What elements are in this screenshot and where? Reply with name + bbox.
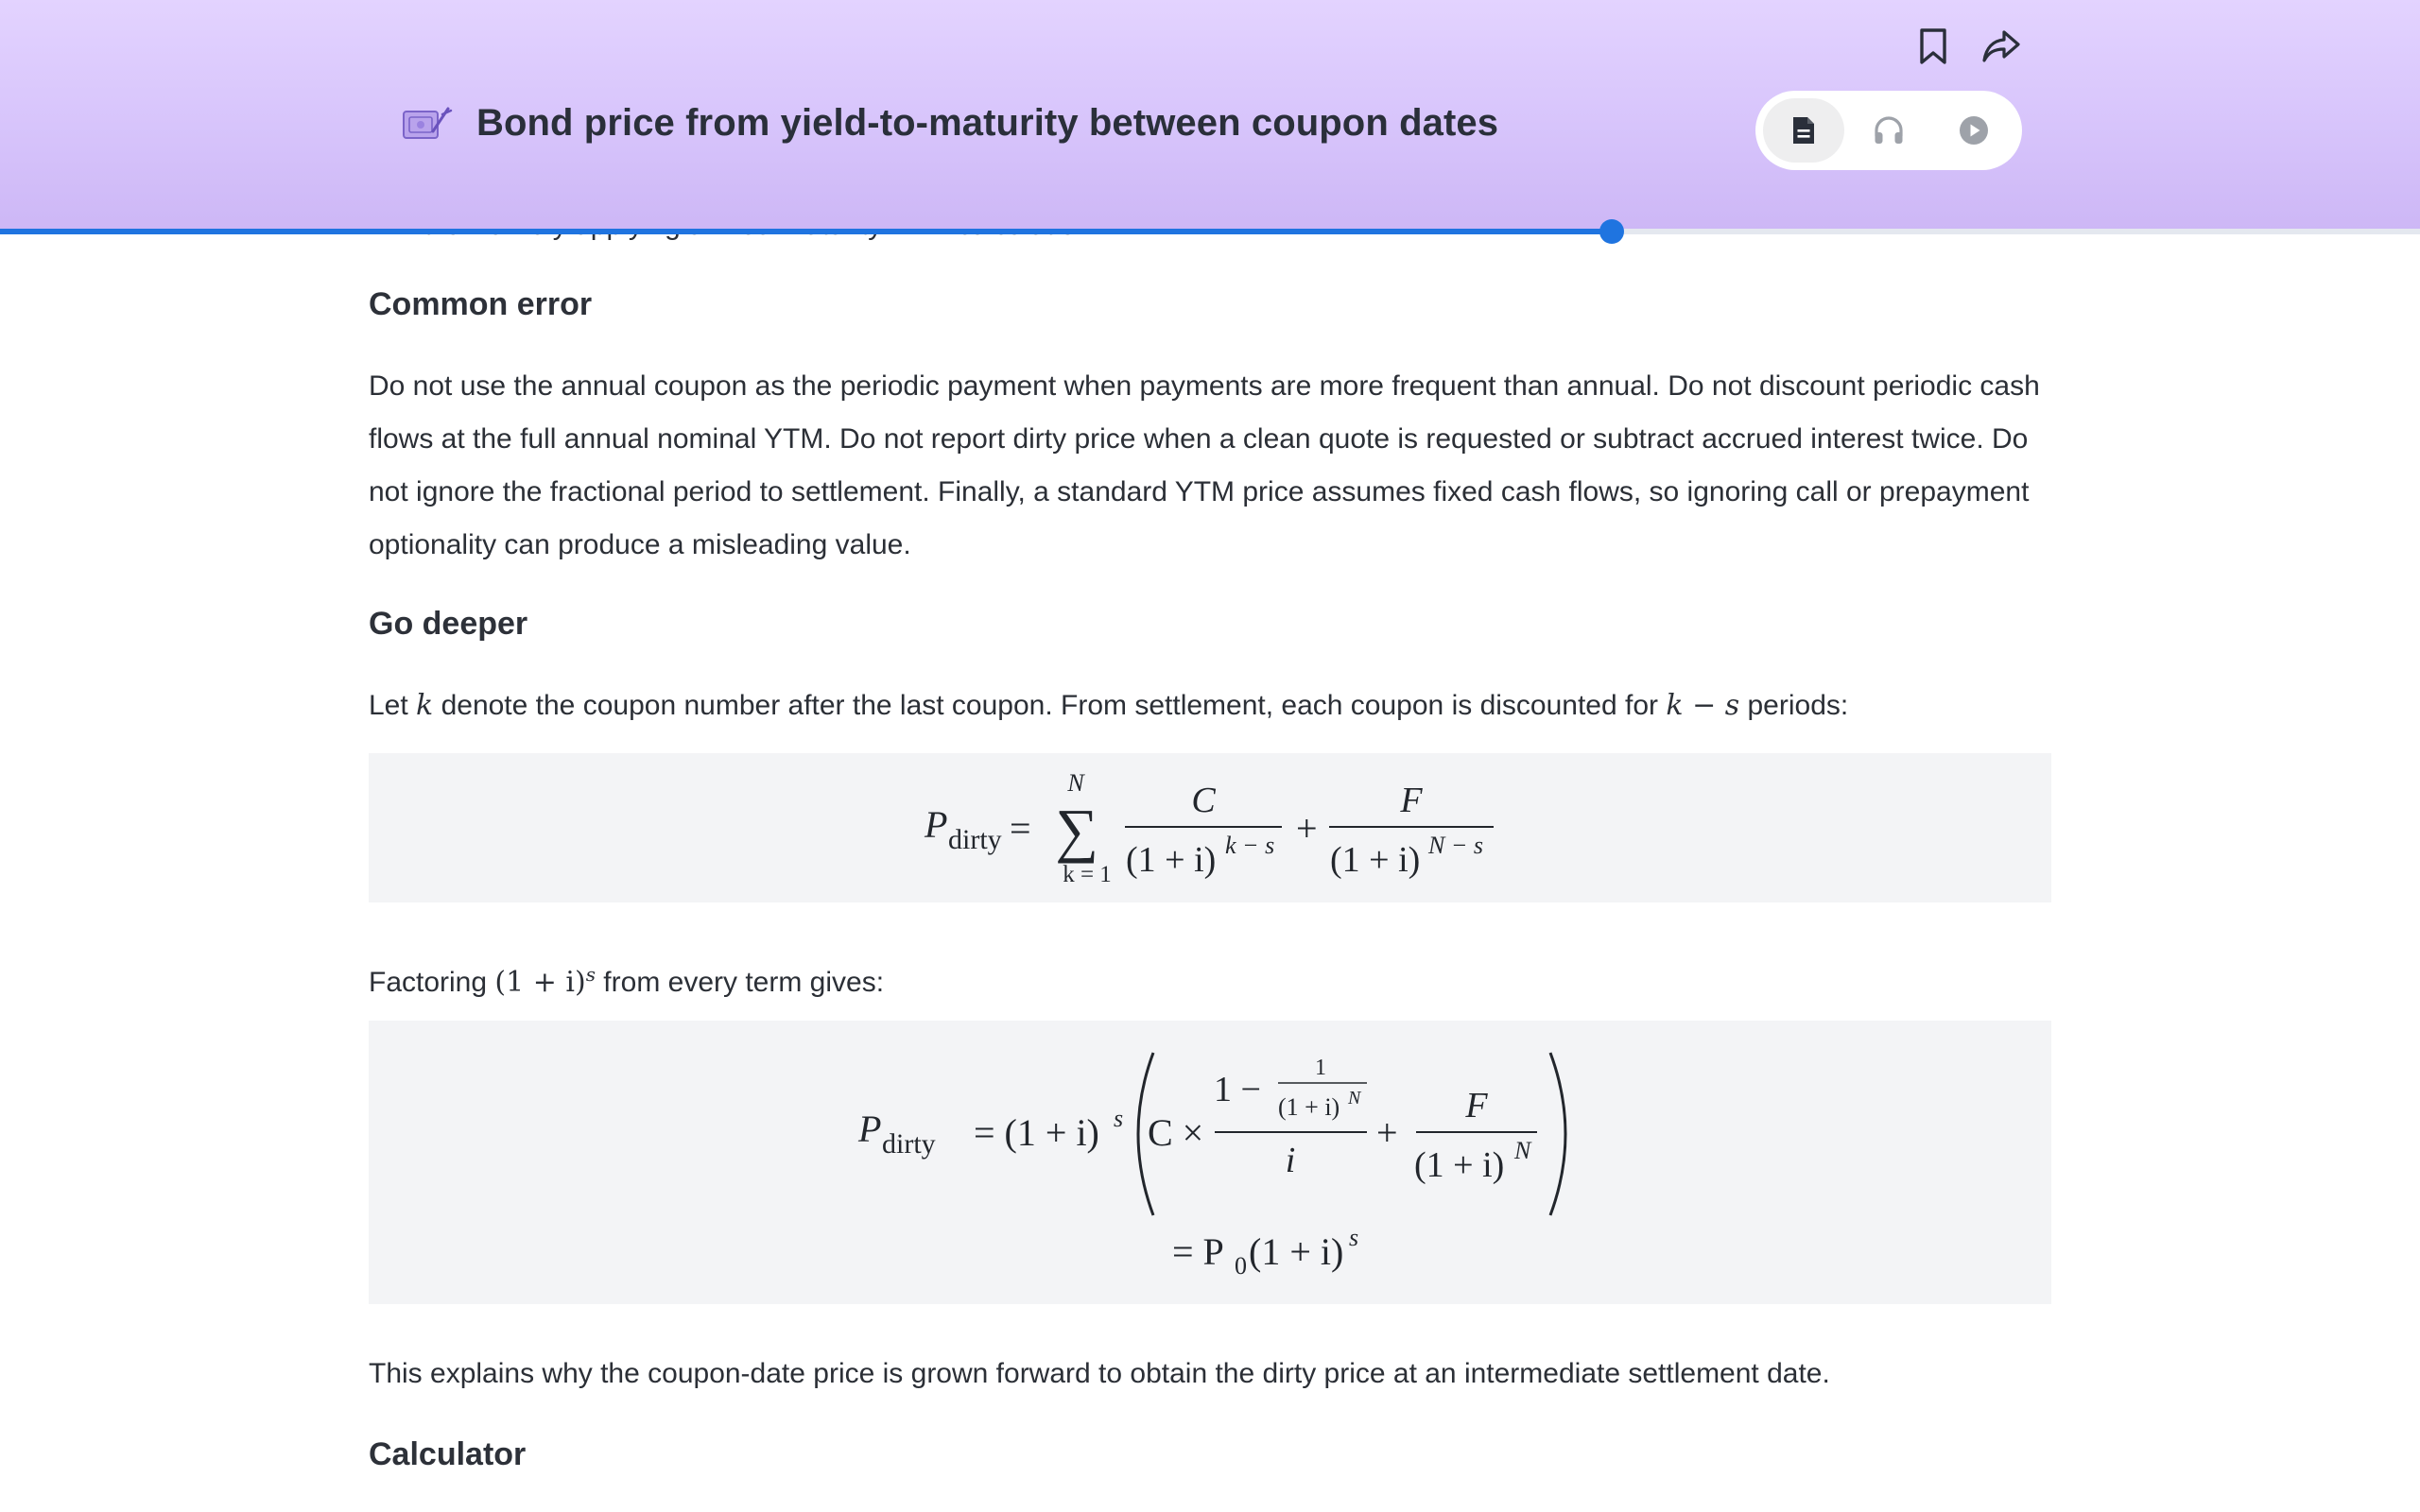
factoring-sentence: [369, 948, 2042, 1009]
eq2-term2-den: (1 + i): [1414, 1145, 1505, 1185]
bookmark-icon: [1917, 27, 1949, 65]
read-mode-button[interactable]: [1763, 98, 1844, 163]
eq2-lhs: P: [858, 1108, 882, 1150]
eq2-line2: = P: [1172, 1230, 1224, 1273]
intro-text-3: periods:: [1739, 690, 1849, 721]
go-deeper-intro: [369, 679, 2042, 732]
eq1-term1-num: C: [1191, 781, 1216, 820]
bookmark-button[interactable]: [1911, 25, 1955, 68]
eq1-lhs: P: [925, 803, 948, 846]
eq1-term1-exp: k − s: [1225, 832, 1275, 859]
intro-text-1: Let: [369, 690, 417, 721]
watch-mode-button[interactable]: [1933, 98, 2014, 163]
dirty-price-sum-formula: [369, 753, 2051, 902]
article-header: [0, 0, 2420, 230]
intro-k-minus-s: k − s: [1666, 689, 1740, 722]
title-row: [401, 102, 1498, 145]
calculator-heading: Calculator: [369, 1436, 527, 1472]
eq2-line2-sub: 0: [1235, 1252, 1247, 1280]
eq2-inner-den: i: [1285, 1141, 1296, 1180]
eq1-term2-den: (1 + i): [1330, 840, 1421, 880]
eq2-c-times: C ×: [1148, 1111, 1204, 1154]
explanation-paragraph: This explains why the coupon-date price is grown forward to obtain the dirty price at an intermediate settlement date.: [369, 1358, 1830, 1389]
factoring-text-1: Factoring: [369, 967, 495, 998]
eq1-sum-lower: k = 1: [1063, 862, 1112, 887]
factoring-expr-exp: s: [585, 963, 596, 986]
headphones-icon: [1873, 115, 1905, 146]
reading-progress-handle[interactable]: [1599, 219, 1624, 244]
eq1-term2-exp: N − s: [1428, 832, 1484, 859]
share-button[interactable]: [1979, 25, 2023, 68]
eq2-inner-one: 1 −: [1214, 1070, 1261, 1109]
listen-mode-button[interactable]: [1848, 98, 1929, 163]
play-icon: [1959, 115, 1989, 146]
eq2-small-exp: N: [1348, 1088, 1361, 1108]
factoring-expr-base: (1 + i): [494, 966, 586, 999]
eq2-small-den: (1 + i): [1278, 1093, 1340, 1121]
eq1-sigma: ∑: [1055, 797, 1098, 864]
dirty-price-closed-form-formula: [369, 1021, 2051, 1304]
eq2-line2-exp: s: [1349, 1224, 1359, 1251]
common-error-heading: Common error: [369, 286, 593, 322]
reading-progress-bar: [0, 229, 2420, 234]
eq2-term2-exp: N: [1514, 1137, 1531, 1164]
document-icon: [1790, 114, 1817, 146]
eq1-sum-upper: N: [1067, 769, 1084, 797]
content-mode-switcher: [1755, 91, 2022, 170]
common-error-paragraph: Do not use the annual coupon as the periodic payment when payments are more frequent than annual. Do not discount periodic cash flows at the full annual nominal YTM. Do not report dirty price when a clean quote is requested or subtract accrued interest twice. Do not ignore the fractional period to settlement. Finally, a standard YTM price assumes fixed cash flows, so ignoring call or prepayment optionality can produce a misleading value.: [369, 370, 2040, 560]
page-title: Bond price from yield-to-maturity between coupon dates: [476, 102, 1499, 144]
header-actions: [1911, 25, 2023, 68]
factoring-text-2: from every term gives:: [595, 967, 885, 998]
eq2-small-num: 1: [1315, 1056, 1326, 1080]
eq2-growth: = (1 + i): [974, 1111, 1099, 1154]
eq2-line2-rest: (1 + i): [1249, 1230, 1344, 1273]
eq1-plus: +: [1296, 807, 1318, 850]
eq1-lhs-sub: dirty: [948, 824, 1002, 855]
eq1-equals: =: [1010, 807, 1031, 850]
eq2-plus: +: [1376, 1111, 1398, 1154]
dirty-price-sum-equation: [369, 753, 2051, 902]
intro-text-2: denote the coupon number after the last coupon. From settlement, each coupon is discounted for: [433, 690, 1667, 721]
eq1-term2-num: F: [1400, 781, 1423, 820]
eq2-growth-exp: s: [1114, 1105, 1124, 1132]
intro-k-symbol: k: [416, 689, 434, 722]
bond-certificate-icon: [401, 103, 454, 145]
share-icon: [1981, 28, 2021, 64]
go-deeper-heading: Go deeper: [369, 606, 528, 642]
dirty-price-closed-form-equation: [369, 1021, 2051, 1304]
eq2-term2-num: F: [1465, 1086, 1488, 1125]
reading-progress-fill: [0, 229, 1612, 234]
eq2-lhs-sub: dirty: [882, 1128, 936, 1160]
eq1-term1-den: (1 + i): [1126, 840, 1217, 880]
